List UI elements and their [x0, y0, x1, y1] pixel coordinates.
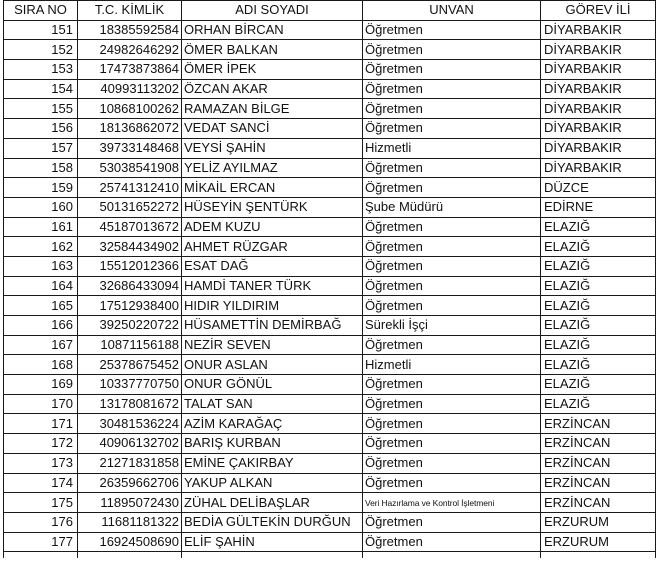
- cell-adi-soyadi: BARIŞ KURBAN: [182, 434, 363, 454]
- cell-gorev-ili: ERZİNCAN: [541, 453, 656, 473]
- cell-sira-no: 174: [4, 473, 78, 493]
- cell-unvan: Öğretmen: [363, 158, 541, 178]
- cell-tc-kimlik: 10871156188: [78, 335, 182, 355]
- cell-tc-kimlik: 40993113202: [78, 79, 182, 99]
- cell-adi-soyadi: ONUR GÖNÜL: [182, 375, 363, 395]
- cell-unvan: Öğretmen: [363, 20, 541, 40]
- cell-sira-no: 168: [4, 355, 78, 375]
- cell-gorev-ili: ERZURUM: [541, 512, 656, 532]
- header-sira-no: SIRA NO: [4, 1, 78, 21]
- table-row: [4, 414, 656, 434]
- cell-tc-kimlik: 32686433094: [78, 276, 182, 296]
- cell-sira-no: 177: [4, 532, 78, 552]
- table-header: [4, 1, 656, 21]
- cell-unvan: Öğretmen: [363, 79, 541, 99]
- cell-adi-soyadi: AHMET RÜZGAR: [182, 237, 363, 257]
- table-row: [4, 40, 656, 60]
- table-row: [4, 60, 656, 80]
- table-row: [4, 375, 656, 395]
- table-row: [4, 197, 656, 217]
- cell-adi-soyadi: ÖMER BALKAN: [182, 40, 363, 60]
- cell-tc-kimlik: 15512012366: [78, 256, 182, 276]
- header-unvan: UNVAN: [363, 1, 541, 21]
- cell-sira-no: 164: [4, 276, 78, 296]
- cell-unvan: Öğretmen: [363, 276, 541, 296]
- cell-sira-no: 170: [4, 394, 78, 414]
- cell-sira-no: 161: [4, 217, 78, 237]
- cell-gorev-ili: ELAZIĞ: [541, 394, 656, 414]
- cell-adi-soyadi: MİKAİL ERCAN: [182, 178, 363, 198]
- cell-gorev-ili: ERZİNCAN: [541, 493, 656, 513]
- cell-adi-soyadi: ESAT DAĞ: [182, 256, 363, 276]
- cell-gorev-ili: ELAZIĞ: [541, 335, 656, 355]
- cell-sira-no: 165: [4, 296, 78, 316]
- table-row-cutoff: [4, 552, 656, 559]
- cell-gorev-ili: DİYARBAKIR: [541, 99, 656, 119]
- cell-gorev-ili: ELAZIĞ: [541, 296, 656, 316]
- cell-tc-kimlik: 39250220722: [78, 316, 182, 336]
- cell-unvan: Hizmetli: [363, 355, 541, 375]
- cell-tc-kimlik: 53038541908: [78, 158, 182, 178]
- table-row: [4, 20, 656, 40]
- cell-unvan: Öğretmen: [363, 453, 541, 473]
- cell-sira-no: 172: [4, 434, 78, 454]
- table-row: [4, 473, 656, 493]
- cell-tc-kimlik: 24982646292: [78, 40, 182, 60]
- table-row: [4, 178, 656, 198]
- cell-gorev-ili: DÜZCE: [541, 178, 656, 198]
- cell-adi-soyadi: EMİNE ÇAKIRBAY: [182, 453, 363, 473]
- table-row: [4, 512, 656, 532]
- cell-sira-no: 176: [4, 512, 78, 532]
- cell-adi-soyadi: TALAT SAN: [182, 394, 363, 414]
- cell-unvan: Öğretmen: [363, 532, 541, 552]
- cell-unvan: Öğretmen: [363, 217, 541, 237]
- cell-unvan: Öğretmen: [363, 335, 541, 355]
- table-row: [4, 119, 656, 139]
- cell-adi-soyadi: ÖMER İPEK: [182, 60, 363, 80]
- cell-gorev-ili: EDİRNE: [541, 197, 656, 217]
- cell-gorev-ili: DİYARBAKIR: [541, 158, 656, 178]
- cell-tc-kimlik: 26359662706: [78, 473, 182, 493]
- cell-tc-kimlik: 16924508690: [78, 532, 182, 552]
- cell-adi-soyadi: ZÜHAL DELİBAŞLAR: [182, 493, 363, 513]
- cell-gorev-ili: ERZURUM: [541, 532, 656, 552]
- header-row: [4, 1, 656, 21]
- cell-sira-no: 151: [4, 20, 78, 40]
- cell-adi-soyadi: YELİZ AYILMAZ: [182, 158, 363, 178]
- cell-sira-no: 158: [4, 158, 78, 178]
- cutoff-cell: [182, 552, 363, 559]
- cell-tc-kimlik: 25378675452: [78, 355, 182, 375]
- cell-unvan: Öğretmen: [363, 394, 541, 414]
- table-row: [4, 256, 656, 276]
- cell-sira-no: 171: [4, 414, 78, 434]
- cell-sira-no: 163: [4, 256, 78, 276]
- cell-sira-no: 175: [4, 493, 78, 513]
- header-adi-soyadi: ADI SOYADI: [182, 1, 363, 21]
- cell-unvan: Sürekli İşçi: [363, 316, 541, 336]
- cell-tc-kimlik: 18136862072: [78, 119, 182, 139]
- cell-adi-soyadi: HÜSEYİN ŞENTÜRK: [182, 197, 363, 217]
- table-row: [4, 138, 656, 158]
- cell-sira-no: 159: [4, 178, 78, 198]
- cell-gorev-ili: ELAZIĞ: [541, 316, 656, 336]
- cell-adi-soyadi: ADEM KUZU: [182, 217, 363, 237]
- table-row: [4, 394, 656, 414]
- header-gorev-ili: GÖREV İLİ: [541, 1, 656, 21]
- cell-sira-no: 156: [4, 119, 78, 139]
- table-row: [4, 217, 656, 237]
- cell-unvan: Şube Müdürü: [363, 197, 541, 217]
- cell-gorev-ili: ELAZIĞ: [541, 237, 656, 257]
- cutoff-cell: [541, 552, 656, 559]
- cell-gorev-ili: DİYARBAKIR: [541, 20, 656, 40]
- cell-gorev-ili: ELAZIĞ: [541, 217, 656, 237]
- personnel-table: [3, 0, 656, 558]
- cell-tc-kimlik: 17473873864: [78, 60, 182, 80]
- cell-tc-kimlik: 11895072430: [78, 493, 182, 513]
- cell-tc-kimlik: 18385592584: [78, 20, 182, 40]
- cell-gorev-ili: DİYARBAKIR: [541, 138, 656, 158]
- cell-unvan: Öğretmen: [363, 99, 541, 119]
- cell-sira-no: 153: [4, 60, 78, 80]
- cell-gorev-ili: ERZİNCAN: [541, 414, 656, 434]
- cell-adi-soyadi: VEDAT SANCİ: [182, 119, 363, 139]
- table-row: [4, 296, 656, 316]
- cell-tc-kimlik: 40906132702: [78, 434, 182, 454]
- cutoff-cell: [78, 552, 182, 559]
- table-row: [4, 355, 656, 375]
- cell-adi-soyadi: ÖZCAN AKAR: [182, 79, 363, 99]
- cell-unvan: Öğretmen: [363, 512, 541, 532]
- cell-unvan: Öğretmen: [363, 296, 541, 316]
- cell-unvan: Öğretmen: [363, 256, 541, 276]
- cutoff-cell: [363, 552, 541, 559]
- cell-tc-kimlik: 21271831858: [78, 453, 182, 473]
- cell-unvan: Öğretmen: [363, 434, 541, 454]
- cell-unvan: Öğretmen: [363, 40, 541, 60]
- cell-tc-kimlik: 10337770750: [78, 375, 182, 395]
- cell-adi-soyadi: ORHAN BİRCAN: [182, 20, 363, 40]
- cell-unvan: Öğretmen: [363, 60, 541, 80]
- cell-adi-soyadi: ONUR ASLAN: [182, 355, 363, 375]
- cell-adi-soyadi: AZİM KARAĞAÇ: [182, 414, 363, 434]
- cell-sira-no: 152: [4, 40, 78, 60]
- cell-tc-kimlik: 39733148468: [78, 138, 182, 158]
- cell-gorev-ili: DİYARBAKIR: [541, 40, 656, 60]
- cell-adi-soyadi: ELİF ŞAHİN: [182, 532, 363, 552]
- cell-tc-kimlik: 45187013672: [78, 217, 182, 237]
- cell-sira-no: 169: [4, 375, 78, 395]
- cell-gorev-ili: ERZİNCAN: [541, 434, 656, 454]
- table-row: [4, 453, 656, 473]
- cell-tc-kimlik: 50131652272: [78, 197, 182, 217]
- cell-tc-kimlik: 13178081672: [78, 394, 182, 414]
- cell-unvan: Öğretmen: [363, 237, 541, 257]
- cell-gorev-ili: ELAZIĞ: [541, 375, 656, 395]
- cell-adi-soyadi: HÜSAMETTİN DEMİRBAĞ: [182, 316, 363, 336]
- cell-unvan: Öğretmen: [363, 414, 541, 434]
- cell-tc-kimlik: 10868100262: [78, 99, 182, 119]
- cell-tc-kimlik: 17512938400: [78, 296, 182, 316]
- cell-gorev-ili: ELAZIĞ: [541, 355, 656, 375]
- cell-tc-kimlik: 25741312410: [78, 178, 182, 198]
- table-row: [4, 79, 656, 99]
- table-row: [4, 316, 656, 336]
- cell-unvan: Öğretmen: [363, 119, 541, 139]
- personnel-list-sheet: [3, 0, 655, 558]
- cell-gorev-ili: DİYARBAKIR: [541, 60, 656, 80]
- cell-sira-no: 167: [4, 335, 78, 355]
- table-row: [4, 237, 656, 257]
- cell-unvan: Hizmetli: [363, 138, 541, 158]
- cell-sira-no: 173: [4, 453, 78, 473]
- header-tc-kimlik: T.C. KİMLİK: [78, 1, 182, 21]
- table-row: [4, 276, 656, 296]
- cell-sira-no: 157: [4, 138, 78, 158]
- table-row: [4, 532, 656, 552]
- table-row: [4, 434, 656, 454]
- cell-sira-no: 166: [4, 316, 78, 336]
- table-row: [4, 99, 656, 119]
- cell-unvan: Veri Hazırlama ve Kontrol İşletmeni: [363, 493, 541, 513]
- cell-sira-no: 162: [4, 237, 78, 257]
- table-row: [4, 158, 656, 178]
- cell-adi-soyadi: VEYSİ ŞAHİN: [182, 138, 363, 158]
- cell-tc-kimlik: 30481536224: [78, 414, 182, 434]
- cell-gorev-ili: ELAZIĞ: [541, 256, 656, 276]
- table-row: [4, 493, 656, 513]
- cell-adi-soyadi: HIDIR YILDIRIM: [182, 296, 363, 316]
- cell-tc-kimlik: 11681181322: [78, 512, 182, 532]
- cell-sira-no: 155: [4, 99, 78, 119]
- table-body: [4, 20, 656, 558]
- cell-adi-soyadi: BEDİA GÜLTEKİN DURĞUN: [182, 512, 363, 532]
- cell-unvan: Öğretmen: [363, 178, 541, 198]
- cell-adi-soyadi: YAKUP ALKAN: [182, 473, 363, 493]
- cell-gorev-ili: ELAZIĞ: [541, 276, 656, 296]
- cell-gorev-ili: DİYARBAKIR: [541, 119, 656, 139]
- cell-unvan: Öğretmen: [363, 473, 541, 493]
- cell-gorev-ili: DİYARBAKIR: [541, 79, 656, 99]
- cell-adi-soyadi: HAMDİ TANER TÜRK: [182, 276, 363, 296]
- cell-gorev-ili: ERZİNCAN: [541, 473, 656, 493]
- cell-sira-no: 154: [4, 79, 78, 99]
- cutoff-cell: [4, 552, 78, 559]
- cell-sira-no: 160: [4, 197, 78, 217]
- cell-adi-soyadi: NEZİR SEVEN: [182, 335, 363, 355]
- cell-tc-kimlik: 32584434902: [78, 237, 182, 257]
- cell-unvan: Öğretmen: [363, 375, 541, 395]
- table-row: [4, 335, 656, 355]
- cell-adi-soyadi: RAMAZAN BİLGE: [182, 99, 363, 119]
